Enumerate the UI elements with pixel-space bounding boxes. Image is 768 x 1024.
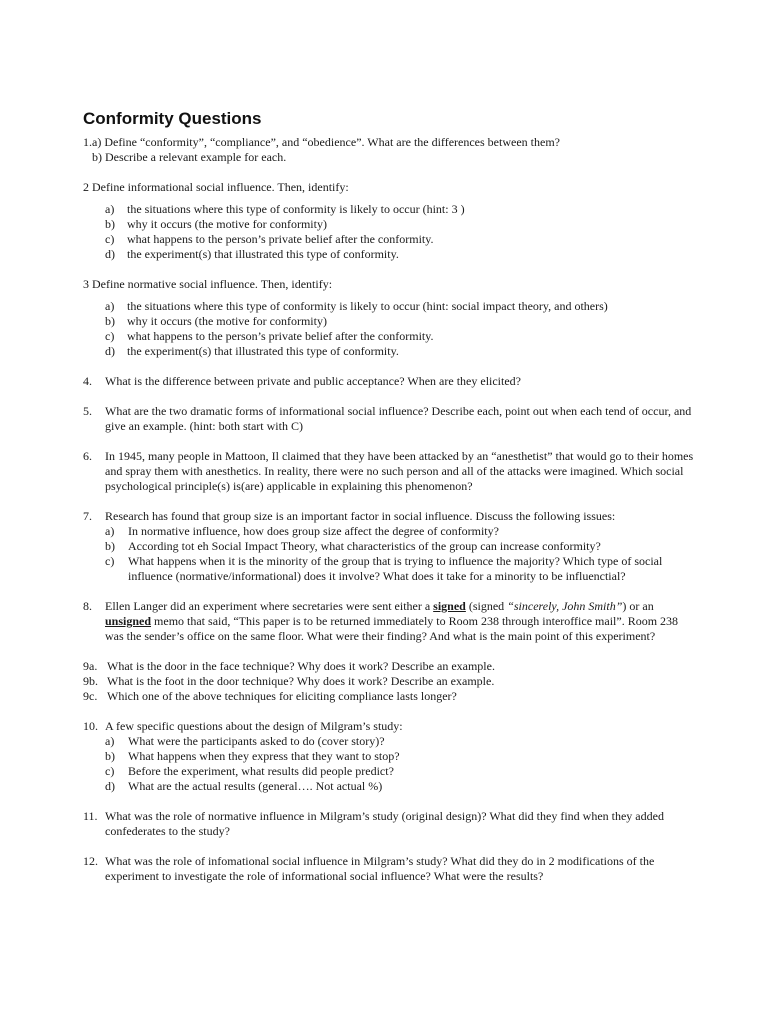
unsigned-emphasis: unsigned [105,614,152,628]
question-5: 5. What are the two dramatic forms of informational social influence? Describe each, point out when each tend of occur, and give an example. (hint: both start with C) [83,404,692,433]
question-3-item: a) the situations where this type of conformity is likely to occur (hint: social impact theory, and others) [105,299,608,313]
signature-quote: “sincerely, John Smith” [507,599,623,613]
signed-emphasis: signed [433,599,466,613]
question-9a: 9a. What is the door in the face technique? Why does it work? Describe an example. [83,659,495,673]
question-3-intro: 3 Define normative social influence. Then, identify: [83,277,333,291]
question-2-item: a) the situations where this type of conformity is likely to occur (hint: 3 ) [105,202,465,216]
question-8: 8. Ellen Langer did an experiment where secretaries were sent either a signed (signed “sincerely, John Smith”) or an unsigned memo that said, “This paper is to be returned immediately to Room 238 through interoffice mail”. Room 238 was the sender’s office on the same floor. What were their finding? And what is the main point of this experiment? [83,599,679,643]
question-7-item: a) In normative influence, how does group size affect the degree of conformity? [105,524,499,538]
question-2-item: b) why it occurs (the motive for conformity) [105,217,327,231]
question-10: 10. A few specific questions about the design of Milgram’s study: [83,719,403,733]
document-page [83,106,695,884]
question-9c: 9c. Which one of the above techniques for eliciting compliance lasts longer? [83,689,457,703]
question-7: 7. Research has found that group size is an important factor in social influence. Discuss the following issues: [83,509,616,523]
question-4: 4. What is the difference between private and public acceptance? When are they elicited? [83,374,522,388]
question-2-intro: 2 Define informational social influence. Then, identify: [83,180,349,194]
question-3-item: b) why it occurs (the motive for conformity) [105,314,327,328]
question-9b: 9b. What is the foot in the door technique? Why does it work? Describe an example. [83,674,495,688]
question-10-item: c) Before the experiment, what results did people predict? [105,764,394,778]
question-2-item: d) the experiment(s) that illustrated this type of conformity. [105,247,399,261]
question-10-item: b) What happens when they express that they want to stop? [105,749,400,763]
question-10-item: a) What were the participants asked to do (cover story)? [105,734,385,748]
question-7-item: c) What happens when it is the minority of the group that is trying to influence the majority? Which type of social influence (normative/informational) does it involve? What does it take for a minority to be influenctial? [105,554,663,583]
question-12: 12. What was the role of infomational social influence in Milgram’s study? What did they do in 2 modifications of the experiment to investigate the role of informational social influence? What were the results? [83,854,655,883]
question-2-item: c) what happens to the person’s private belief after the conformity. [105,232,434,246]
question-1b: b) Describe a relevant example for each. [92,150,287,164]
question-3-item: d) the experiment(s) that illustrated this type of conformity. [105,344,399,358]
question-10-item: d) What are the actual results (general…. Not actual %) [105,779,383,793]
question-1a: 1.a) Define “conformity”, “compliance”, and “obedience”. What are the differences between them? [83,135,560,149]
question-6: 6. In 1945, many people in Mattoon, Il claimed that they have been attacked by an “anesthetist” that would go to their homes and spray them with anesthetics. In reality, there were no such person and all of the attacks were imagined. Which social psychological principle(s) is(are) applicable in explaining this phenomenon? [83,449,694,493]
question-11: 11. What was the role of normative influence in Milgram’s study (original design)? What did they find when they added confederates to the study? [83,809,664,838]
question-3-item: c) what happens to the person’s private belief after the conformity. [105,329,434,343]
page-title: Conformity Questions [83,109,262,128]
question-7-item: b) According tot eh Social Impact Theory, what characteristics of the group can increase conformity? [105,539,601,553]
